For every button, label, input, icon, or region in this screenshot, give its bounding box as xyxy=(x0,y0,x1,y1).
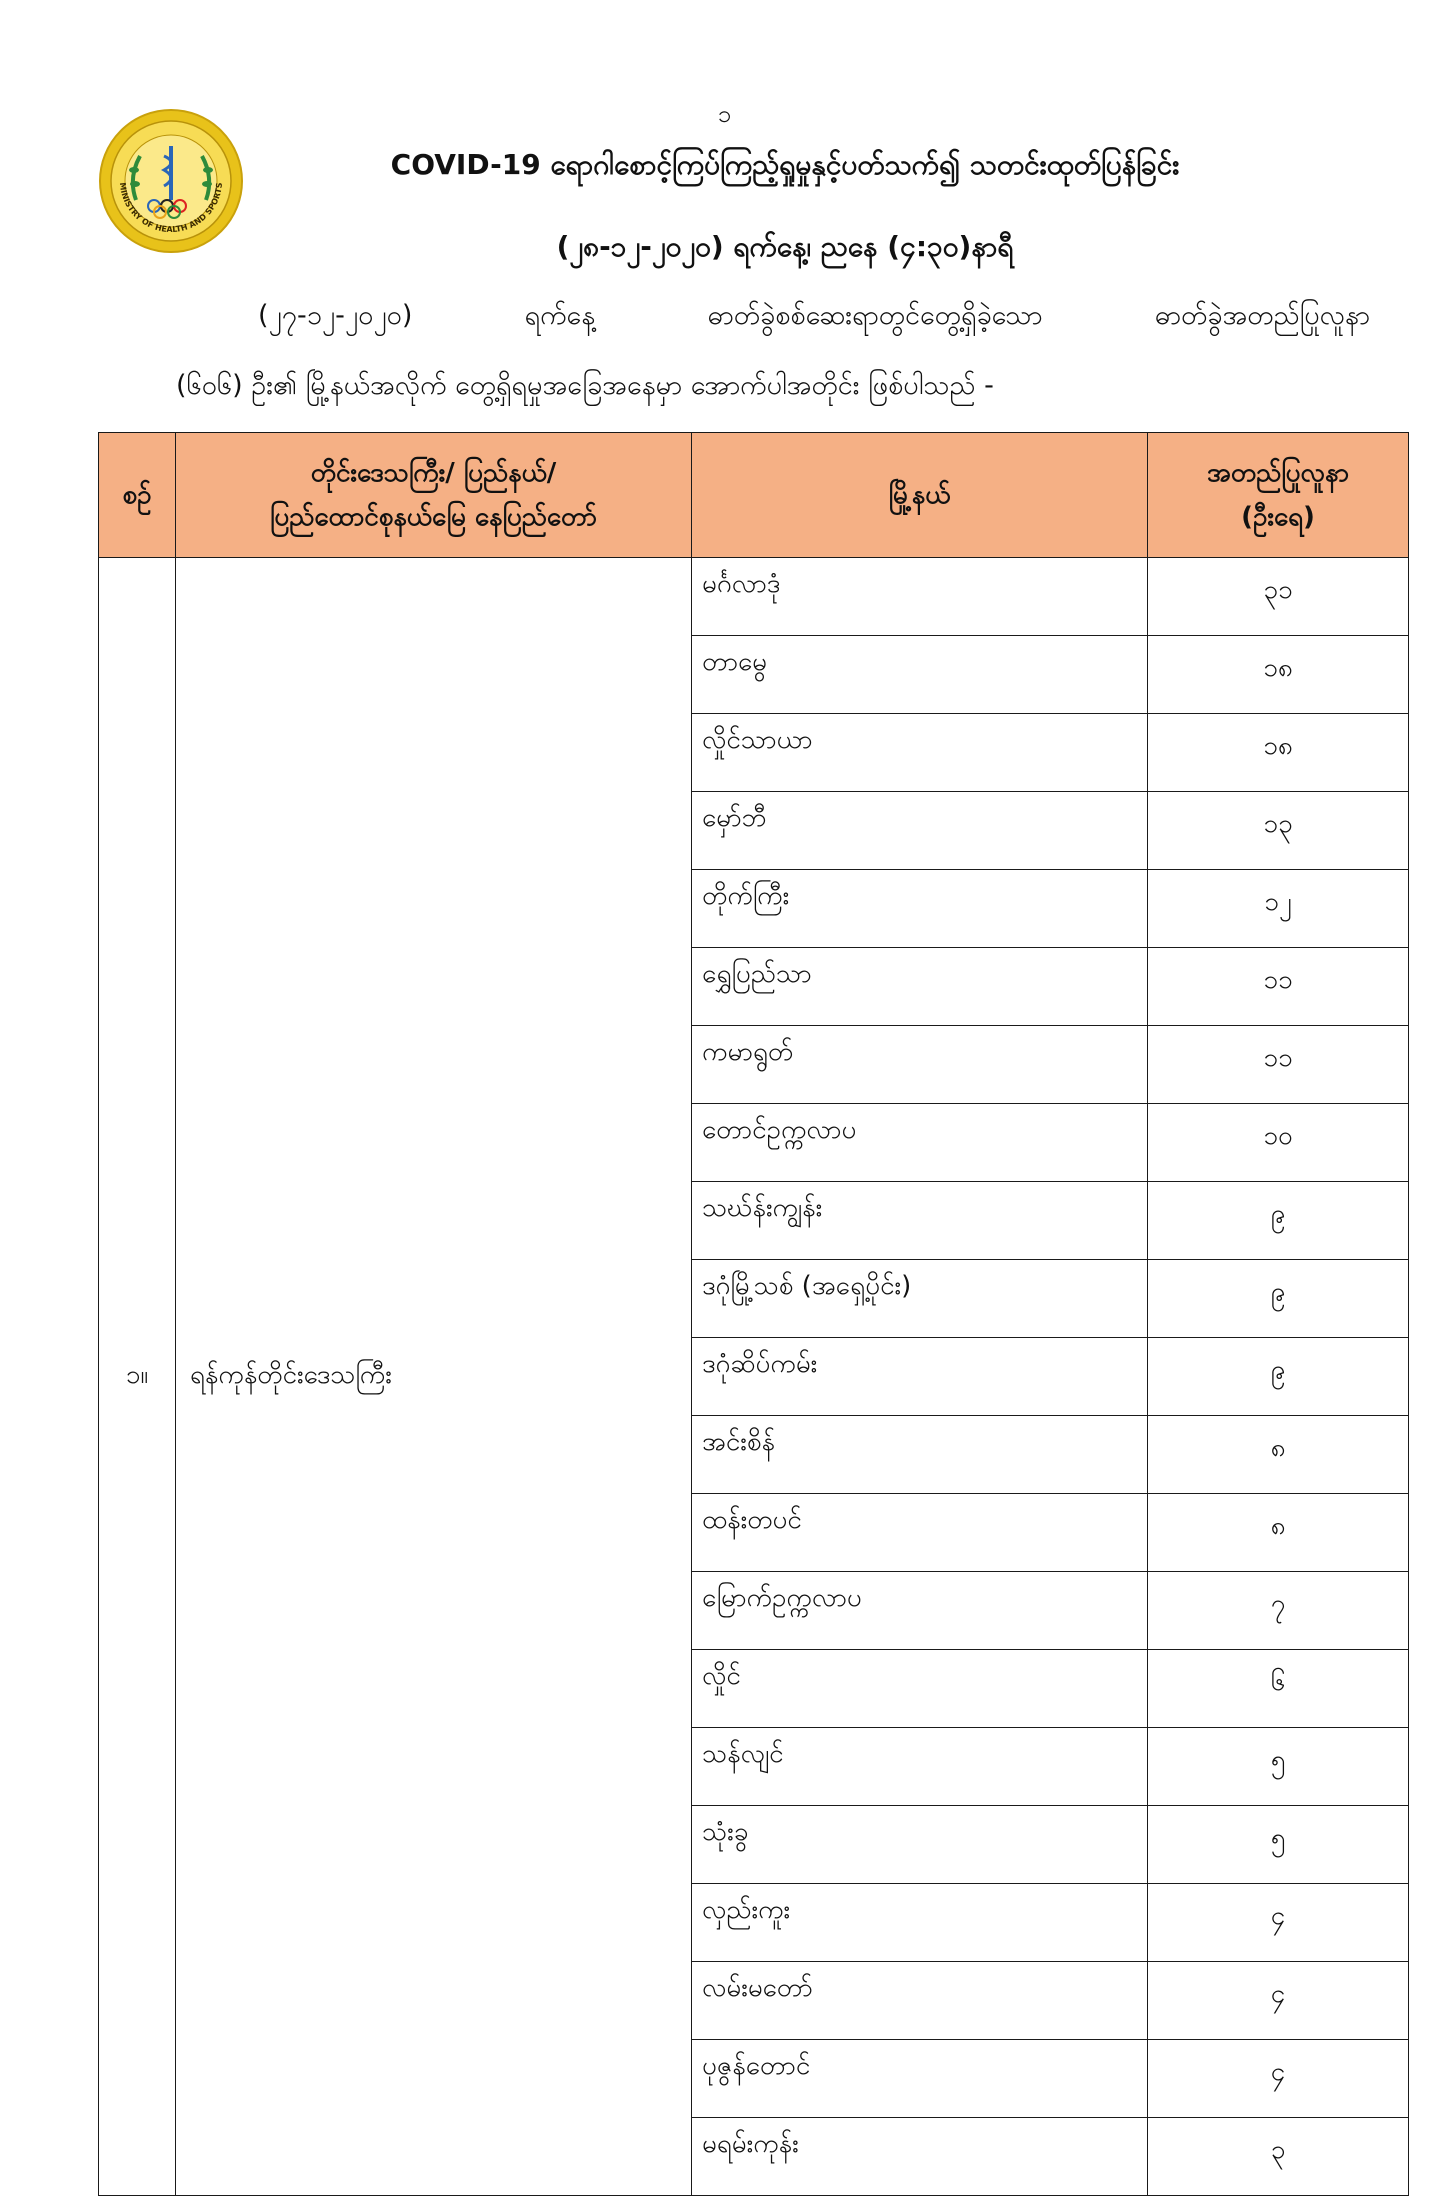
township-name: တိုက်ကြီး xyxy=(692,870,1148,948)
page-number: ၁ xyxy=(717,100,732,128)
township-name: မြောက်ဥက္ကလာပ xyxy=(692,1572,1148,1650)
case-count: ၃ xyxy=(1148,2118,1409,2196)
case-count: ၆ xyxy=(1148,1650,1409,1728)
case-count: ၅ xyxy=(1148,1728,1409,1806)
case-count: ၅ xyxy=(1148,1806,1409,1884)
township-name: လှည်းကူး xyxy=(692,1884,1148,1962)
page-title: COVID-19 ရောဂါစောင့်ကြပ်ကြည့်ရှုမှုနှင့်ပတ်သက်၍ သတင်းထုတ်ပြန်ခြင်း xyxy=(390,148,1180,181)
township-name: ကမာရွတ် xyxy=(692,1026,1148,1104)
region-number: ၁။ xyxy=(99,558,176,2196)
township-name: ပုဇွန်တောင် xyxy=(692,2040,1148,2118)
township-name: ရွှေပြည်သာ xyxy=(692,948,1148,1026)
township-name: သဃ်န်းကျွန်း xyxy=(692,1182,1148,1260)
case-count: ၄ xyxy=(1148,1884,1409,1962)
header-count-line-1: အတည်ပြုလူနာ xyxy=(1206,458,1350,488)
township-cases-table xyxy=(98,432,1409,2196)
case-count: ၄ xyxy=(1148,1962,1409,2040)
case-count: ၈ xyxy=(1148,1494,1409,1572)
case-count: ၈ xyxy=(1148,1416,1409,1494)
header-region-line-2: ပြည်ထောင်စုနယ်မြေ နေပြည်တော် xyxy=(270,502,597,532)
region-name: ရန်ကုန်တိုင်းဒေသကြီး xyxy=(176,558,692,2196)
intro-line-2: (၆၀၆) ဦး၏ မြို့နယ်အလိုက် တွေ့ရှိရမှုအခြေအနေမှာ အောက်ပါအတိုင်း ဖြစ်ပါသည် - xyxy=(176,370,994,401)
case-count: ၃၁ xyxy=(1148,558,1409,636)
case-count: ၁၀ xyxy=(1148,1104,1409,1182)
township-name: လမ်းမတော် xyxy=(692,1962,1148,2040)
case-count: ၁၈ xyxy=(1148,636,1409,714)
intro-line-1: (၂၇-၁၂-၂၀၂၀) ရက်နေ့ ဓာတ်ခွဲစစ်ဆေးရာတွင်တွေ့ရှိခဲ့သော ဓာတ်ခွဲအတည်ပြုလူနာ xyxy=(258,300,1370,331)
table-header-row xyxy=(99,433,1409,558)
svg-text:MINISTRY OF HEALTH AND SPORTS: MINISTRY OF HEALTH AND SPORTS xyxy=(117,182,225,235)
township-name: လှိုင် xyxy=(692,1650,1148,1728)
township-name: ထန်းတပင် xyxy=(692,1494,1148,1572)
case-count: ၁၈ xyxy=(1148,714,1409,792)
township-name: အင်းစိန် xyxy=(692,1416,1148,1494)
township-name: ဒဂုံဆိပ်ကမ်း xyxy=(692,1338,1148,1416)
township-name: မရမ်းကုန်း xyxy=(692,2118,1148,2196)
page-subtitle-date: (၂၈-၁၂-၂၀၂၀) ရက်နေ့၊ ညနေ (၄:၃၀)နာရီ xyxy=(556,230,1014,263)
header-count xyxy=(1148,433,1409,558)
township-name: သန်လျင် xyxy=(692,1728,1148,1806)
township-name: လှိုင်သာယာ xyxy=(692,714,1148,792)
township-name: မှော်ဘီ xyxy=(692,792,1148,870)
case-count: ၁၁ xyxy=(1148,1026,1409,1104)
ministry-logo xyxy=(98,108,244,254)
header-count-line-2: (ဦးရေ) xyxy=(1241,502,1315,532)
township-name: ဒဂုံမြို့သစ် (အရှေ့ပိုင်း) xyxy=(692,1260,1148,1338)
case-count: ၄ xyxy=(1148,2040,1409,2118)
case-count: ၇ xyxy=(1148,1572,1409,1650)
township-name: မင်္ဂလာဒုံ xyxy=(692,558,1148,636)
case-count: ၉ xyxy=(1148,1260,1409,1338)
table-row xyxy=(99,558,1409,636)
case-count: ၁၃ xyxy=(1148,792,1409,870)
township-name: တာမွေ xyxy=(692,636,1148,714)
township-name: တောင်ဥက္ကလာပ xyxy=(692,1104,1148,1182)
case-count: ၉ xyxy=(1148,1182,1409,1260)
case-count: ၁၂ xyxy=(1148,870,1409,948)
case-count: ၁၁ xyxy=(1148,948,1409,1026)
header-region-line-1: တိုင်းဒေသကြီး/ ပြည်နယ်/ xyxy=(310,458,557,488)
township-name: သုံးခွ xyxy=(692,1806,1148,1884)
header-township: မြို့နယ် xyxy=(692,433,1148,558)
header-region xyxy=(176,433,692,558)
header-no: စဉ် xyxy=(99,433,176,558)
case-count: ၉ xyxy=(1148,1338,1409,1416)
